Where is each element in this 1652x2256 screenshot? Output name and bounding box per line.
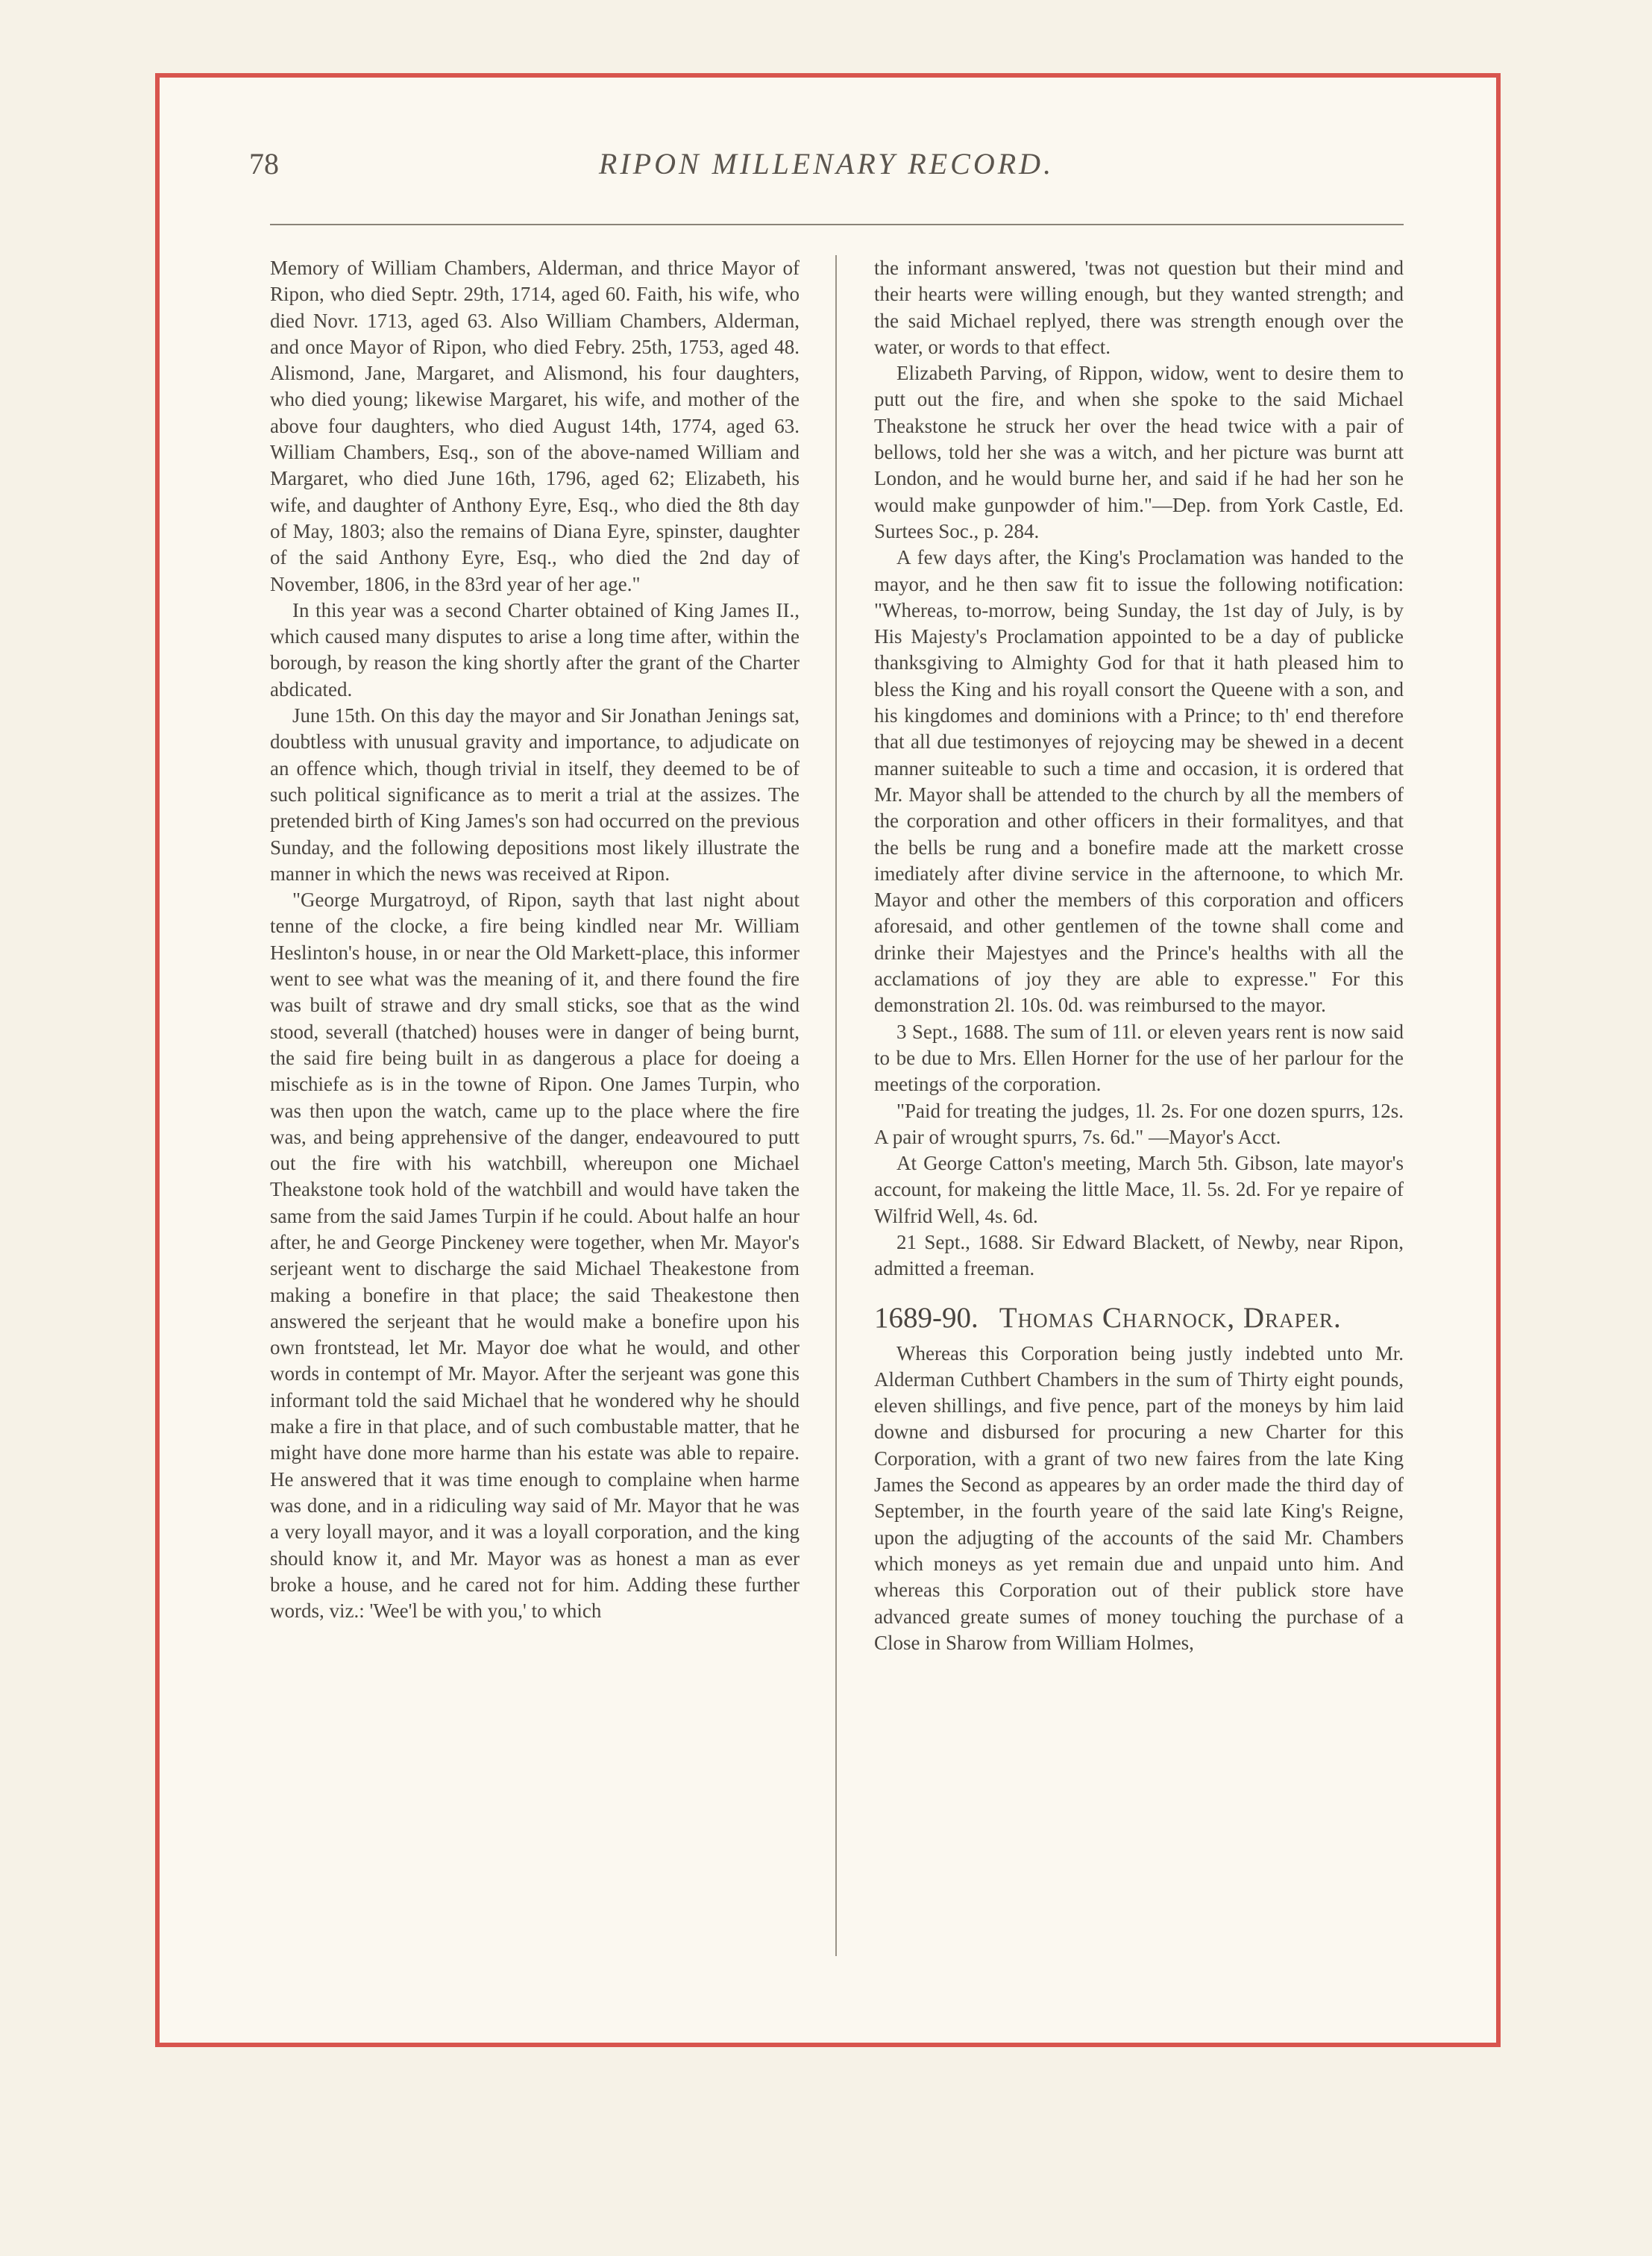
paragraph: the informant answered, 'twas not question but their mind and their hearts were willing enough, but they wanted strength; and the said Michael replyed, there was strength enough over the water, or words to that effect.	[874, 257, 1404, 358]
column-divider	[835, 255, 837, 1956]
left-column	[270, 255, 800, 1624]
paragraph: June 15th. On this day the mayor and Sir Jonathan Jenings sat, doubtless with unusual gravity and importance, to adjudicate on an offence which, though trivial in itself, they deemed to be of such political significance as to merit a trial at the assizes. The pretended birth of King James's son had occurred on the previous Sunday, and the following depositions most likely illustrate the manner in which the news was received at Ripon.	[270, 704, 800, 885]
section-heading	[874, 1302, 1404, 1335]
paragraph: At George Catton's meeting, March 5th. Gibson, late mayor's account, for makeing the little Mace, 1l. 5s. 2d. For ye repaire of Wilfrid Well, 4s. 6d.	[874, 1152, 1404, 1227]
section-date: 1689-90.	[874, 1301, 979, 1334]
paragraph: Elizabeth Parving, of Rippon, widow, went to desire them to putt out the fire, and when she spoke to the said Michael Theakstone he struck her over the head twice with a pair of bellows, told her she was a witch, and her picture was burnt att London, and he would burne her, and said if he had her son he would make gunpowder of him."—Dep. from York Castle, Ed. Surtees Soc., p. 284.	[874, 362, 1404, 542]
paragraph: A few days after, the King's Proclamation was handed to the mayor, and he then saw fit to issue the following notification: "Whereas, to-morrow, being Sunday, the 1st day of July, is by His Majesty's Proclamation appointed to be a day of publicke thanksgiving to Almighty God for that it hath pleased him to bless the King and his royall consort the Queene with a son, and his kingdomes and dominions with a Prince; to th' end therefore that all due testimonyes of rejoycing may be shewed in a decent manner suiteable to such a time and occasion, it is ordered that Mr. Mayor shall be attended to the church by all the members of the corporation and other officers in their formalityes, and that the bells be rung and a bonefire made att the markett crosse imediately after divine service in the afternoone, to which Mr. Mayor and other the members of this corporation and officers aforesaid, and other gentlemen of the towne shall come and drinke their Majestyes and the Prince's healths with all the acclamations of joy they are able to expresse." For this demonstration 2l. 10s. 0d. was reimbursed to the mayor.	[874, 546, 1404, 1017]
page-number: 78	[249, 147, 279, 181]
running-title: RIPON MILLENARY RECORD.	[598, 147, 1055, 181]
paragraph: 3 Sept., 1688. The sum of 11l. or eleven years rent is now said to be due to Mrs. Ellen Horner for the use of her parlour for the meetings of the corporation.	[874, 1020, 1404, 1096]
page-header	[249, 146, 1404, 191]
paragraph: "Paid for treating the judges, 1l. 2s. For one dozen spurrs, 12s. A pair of wrought spurrs, 7s. 6d." —Mayor's Acct.	[874, 1099, 1404, 1148]
paragraph: "George Murgatroyd, of Ripon, sayth that last night about tenne of the clocke, a fire being kindled near Mr. William Heslinton's house, in or near the Old Markett-place, this informer went to see what was the meaning of it, and there found the fire was built of strawe and dry small sticks, soe that as the wind stood, severall (thatched) houses were in danger of being burnt, the said fire being built in as dangerous a place for doeing a mischiefe as is in the towne of Ripon. One James Turpin, who was then upon the watch, came up to the place where the fire was, and being apprehensive of the danger, endeavoured to putt out the fire with his watchbill, whereupon one Michael Theakstone took hold of the watchbill and would have taken the same from the said James Turpin if he could. About halfe an hour after, he and George Pinckeney were together, when Mr. Mayor's serjeant went to discharge the said Michael Theakestone from making a bonefire in that place; the said Theakestone then answered the serjeant that he would make a bonefire upon his own frontstead, let Mr. Mayor doe what he would, and other words in contempt of Mr. Mayor. After the serjeant was gone this informant told the said Michael that he wondered why he should make a fire in that place, and of such combustable matter, that he might have done more harme than his estate was able to repaire. He answered that it was time enough to complaine when harme was done, and in a ridiculing way said of Mr. Mayor that he was a very loyall mayor, and it was a loyall corporation, and the king should know it, and Mr. Mayor was as honest a man as ever broke a house, and he cared not for him. Adding these further words, viz.: 'Wee'l be with you,' to which	[270, 889, 800, 1623]
section-mayor-name: Thomas Charnock, Draper.	[999, 1301, 1342, 1334]
right-column	[874, 255, 1404, 1656]
paragraph: Whereas this Corporation being justly indebted unto Mr. Alderman Cuthbert Chambers in the sum of Thirty eight pounds, eleven shillings, and five pence, part of the moneys by him laid downe and disbursed for procuring a new Charter for this Corporation, with a grant of two new faires from the late King James the Second as appeares by an order made the third day of September, in the fourth yeare of the said late King's Reigne, upon the adjugting of the accounts of the said Mr. Chambers which moneys as yet remain due and unpaid unto him. And whereas this Corporation out of their publick store have advanced greate sumes of money touching the purchase of a Close in Sharow from William Holmes,	[874, 1341, 1404, 1654]
header-rule	[270, 224, 1404, 225]
paragraph: 21 Sept., 1688. Sir Edward Blackett, of Newby, near Ripon, admitted a freeman.	[874, 1230, 1404, 1280]
paragraph: Memory of William Chambers, Alderman, and thrice Mayor of Ripon, who died Septr. 29th, 1714, aged 60. Faith, his wife, who died Novr. 1713, aged 63. Also William Chambers, Alderman, and once Mayor of Ripon, who died Febry. 25th, 1753, aged 48. Alismond, Jane, Margaret, and Alismond, his four daughters, who died young; likewise Margaret, his wife, and mother of the above four daughters, who died August 14th, 1774, aged 63. William Chambers, Esq., son of the above-named William and Margaret, who died June 16th, 1796, aged 62; Elizabeth, his wife, and daughter of Anthony Eyre, Esq., who died the 8th day of May, 1803; also the remains of Diana Eyre, spinster, daughter of the said Anthony Eyre, Esq., who died the 2nd day of November, 1806, in the 83rd year of her age."	[270, 257, 800, 595]
paragraph: In this year was a second Charter obtained of King James II., which caused many disputes to arise a long time after, within the borough, by reason the king shortly after the grant of the Charter abdicated.	[270, 598, 800, 701]
